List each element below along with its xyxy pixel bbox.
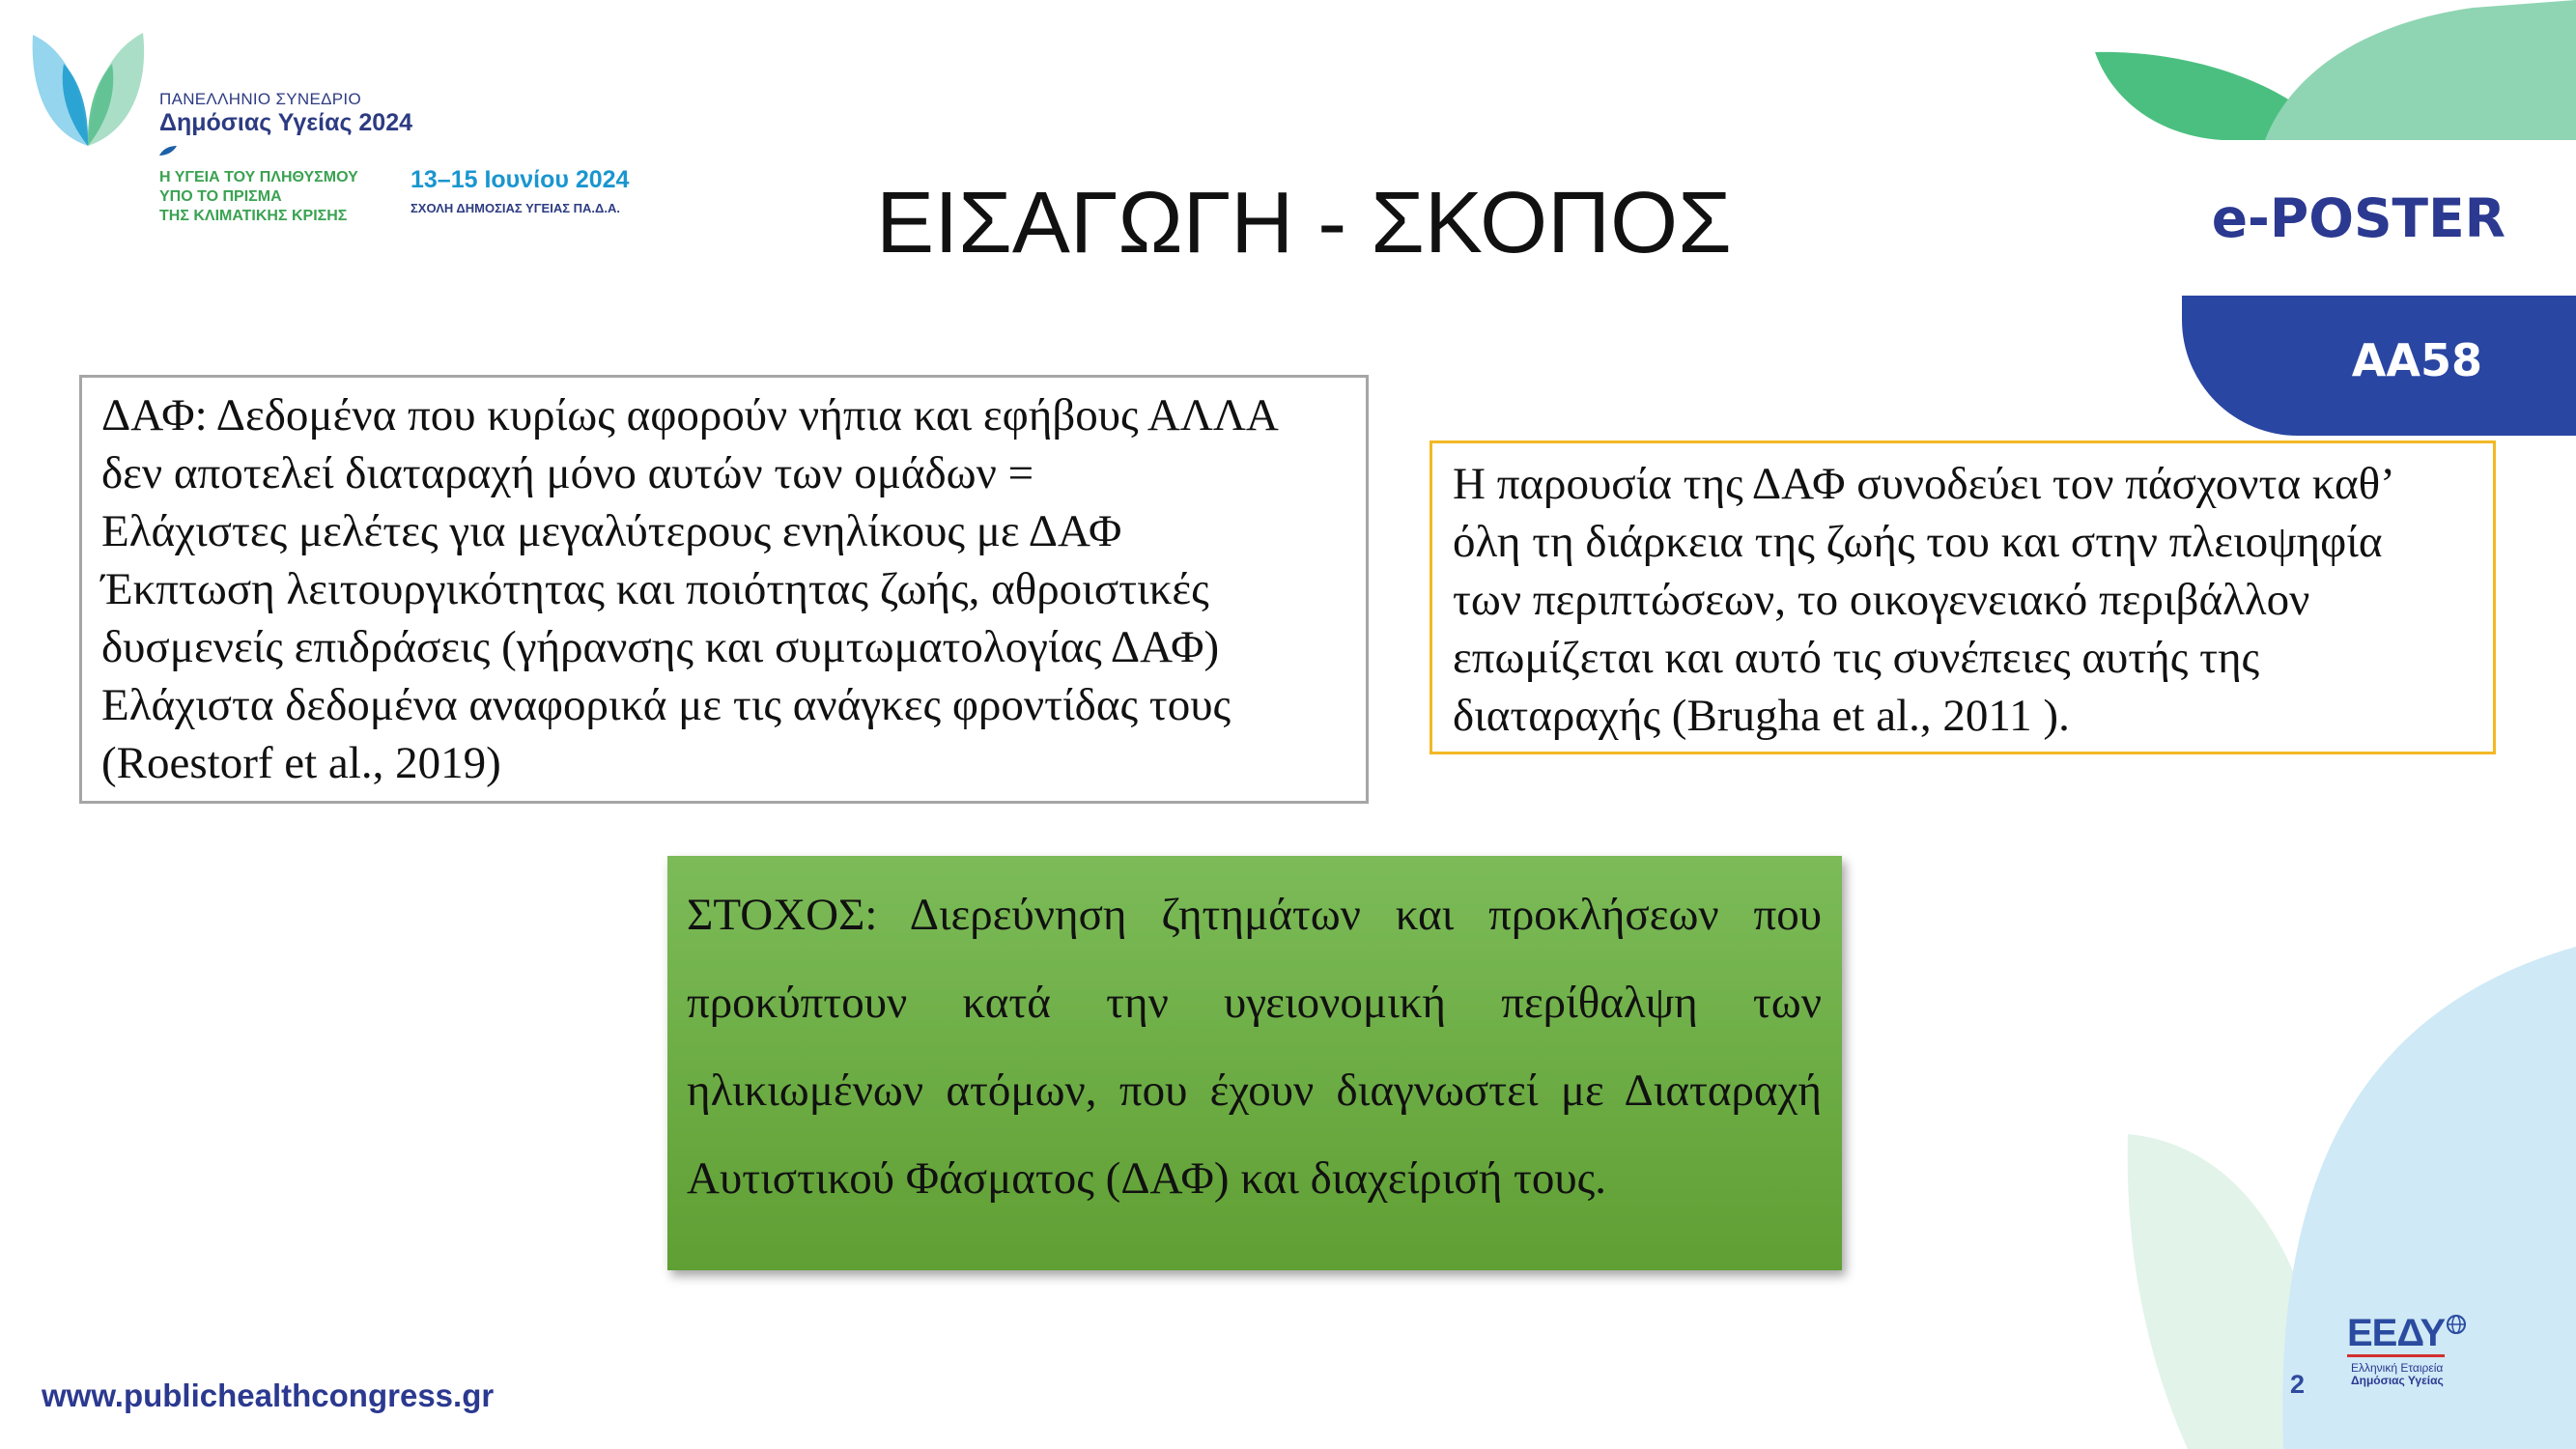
family-text-box: [1430, 440, 2496, 754]
intro-line: Έκπτωση λειτουργικότητας και ποιότητας ζωής, αθροιστικές: [101, 564, 1209, 614]
intro-line: Ελάχιστες μελέτες για μεγαλύτερους ενηλίκους με ΔΑΦ: [101, 506, 1122, 556]
aim-line: Αυτιστικού Φάσματος (ΔΑΦ) και διαχείρισή τους.: [687, 1153, 1607, 1204]
congress-venue: ΣΧΟΛΗ ΔΗΜΟΣΙΑΣ ΥΓΕΙΑΣ ΠΑ.Δ.Α.: [410, 201, 620, 215]
intro-line: δεν αποτελεί διαταραχή μόνο αυτών των ομάδων =: [101, 448, 1034, 498]
congress-theme-line: ΤΗΣ ΚΛΙΜΑΤΙΚΗΣ ΚΡΙΣΗΣ: [159, 208, 348, 224]
family-line: όλη τη διάρκεια της ζωής του και στην πλειοψηφία: [1453, 517, 2383, 567]
globe-icon: [2446, 1314, 2467, 1335]
top-right-mint-leaf: [2265, 0, 2576, 140]
small-leaf-icon: [157, 145, 179, 156]
intro-line: (Roestorf et al., 2019): [101, 738, 501, 788]
congress-theme: [159, 168, 358, 226]
family-line: Η παρουσία της ΔΑΦ συνοδεύει τον πάσχοντα καθ’: [1453, 459, 2395, 509]
leaves-logo-icon: [25, 25, 151, 151]
intro-text-box: [79, 375, 1369, 804]
aim-line: ΣΤΟΧΟΣ: Διερεύνηση ζητημάτων και προκλήσεων που: [687, 890, 1822, 940]
aim-line: προκύπτουν κατά την υγειονομική περίθαλψη των: [687, 978, 1822, 1028]
congress-dates: 13–15 Ιουνίου 2024: [410, 166, 630, 193]
family-line: των περιπτώσεων, το οικογενειακό περιβάλλον: [1453, 575, 2310, 625]
family-line: διαταραχής (Brugha et al., 2011 ).: [1453, 691, 2070, 741]
top-right-dark-leaf: [2095, 52, 2299, 140]
slide-title: ΕΙΣΑΓΩΓΗ - ΣΚΟΠΟΣ: [876, 175, 1732, 271]
intro-line: Ελάχιστα δεδομένα αναφορικά με τις ανάγκες φροντίδας τους: [101, 680, 1231, 730]
congress-name: Δημόσιας Υγείας 2024: [159, 109, 413, 136]
society-name-line: Ελληνική Εταιρεία: [2351, 1361, 2444, 1375]
congress-website-link[interactable]: www.publichealthcongress.gr: [42, 1378, 495, 1413]
congress-label: ΠΑΝΕΛΛΗΝΙΟ ΣΥΝΕΔΡΙΟ: [159, 90, 361, 108]
society-name: [2351, 1362, 2444, 1387]
poster-code-tab: [2182, 296, 2576, 436]
congress-theme-line: ΥΠΟ ΤΟ ΠΡΙΣΜΑ: [159, 188, 282, 205]
aim-text-box: [667, 856, 1842, 1270]
society-name-line: Δημόσιας Υγείας: [2351, 1374, 2444, 1387]
page-number: 2: [2290, 1370, 2306, 1399]
poster-code: AA58: [2351, 334, 2482, 386]
intro-line: ΔΑΦ: Δεδομένα που κυρίως αφορούν νήπια και εφήβους ΑΛΛΑ: [101, 390, 1279, 440]
intro-line: δυσμενείς επιδράσεις (γήρανσης και συμτωματολογίας ΔΑΦ): [101, 622, 1220, 672]
family-line: επωμίζεται και αυτό τις συνέπειες αυτής της: [1453, 633, 2260, 683]
society-logo: [2345, 1310, 2471, 1393]
eposter-label: e-POSTER: [2211, 187, 2505, 249]
aim-line: ηλικιωμένων ατόμων, που έχουν διαγνωστεί με Διαταραχή: [687, 1065, 1822, 1116]
society-logo-letters: ΕΕΔΥ: [2347, 1312, 2445, 1357]
congress-theme-line: Η ΥΓΕΙΑ ΤΟΥ ΠΛΗΘΥΣΜΟΥ: [159, 169, 358, 185]
